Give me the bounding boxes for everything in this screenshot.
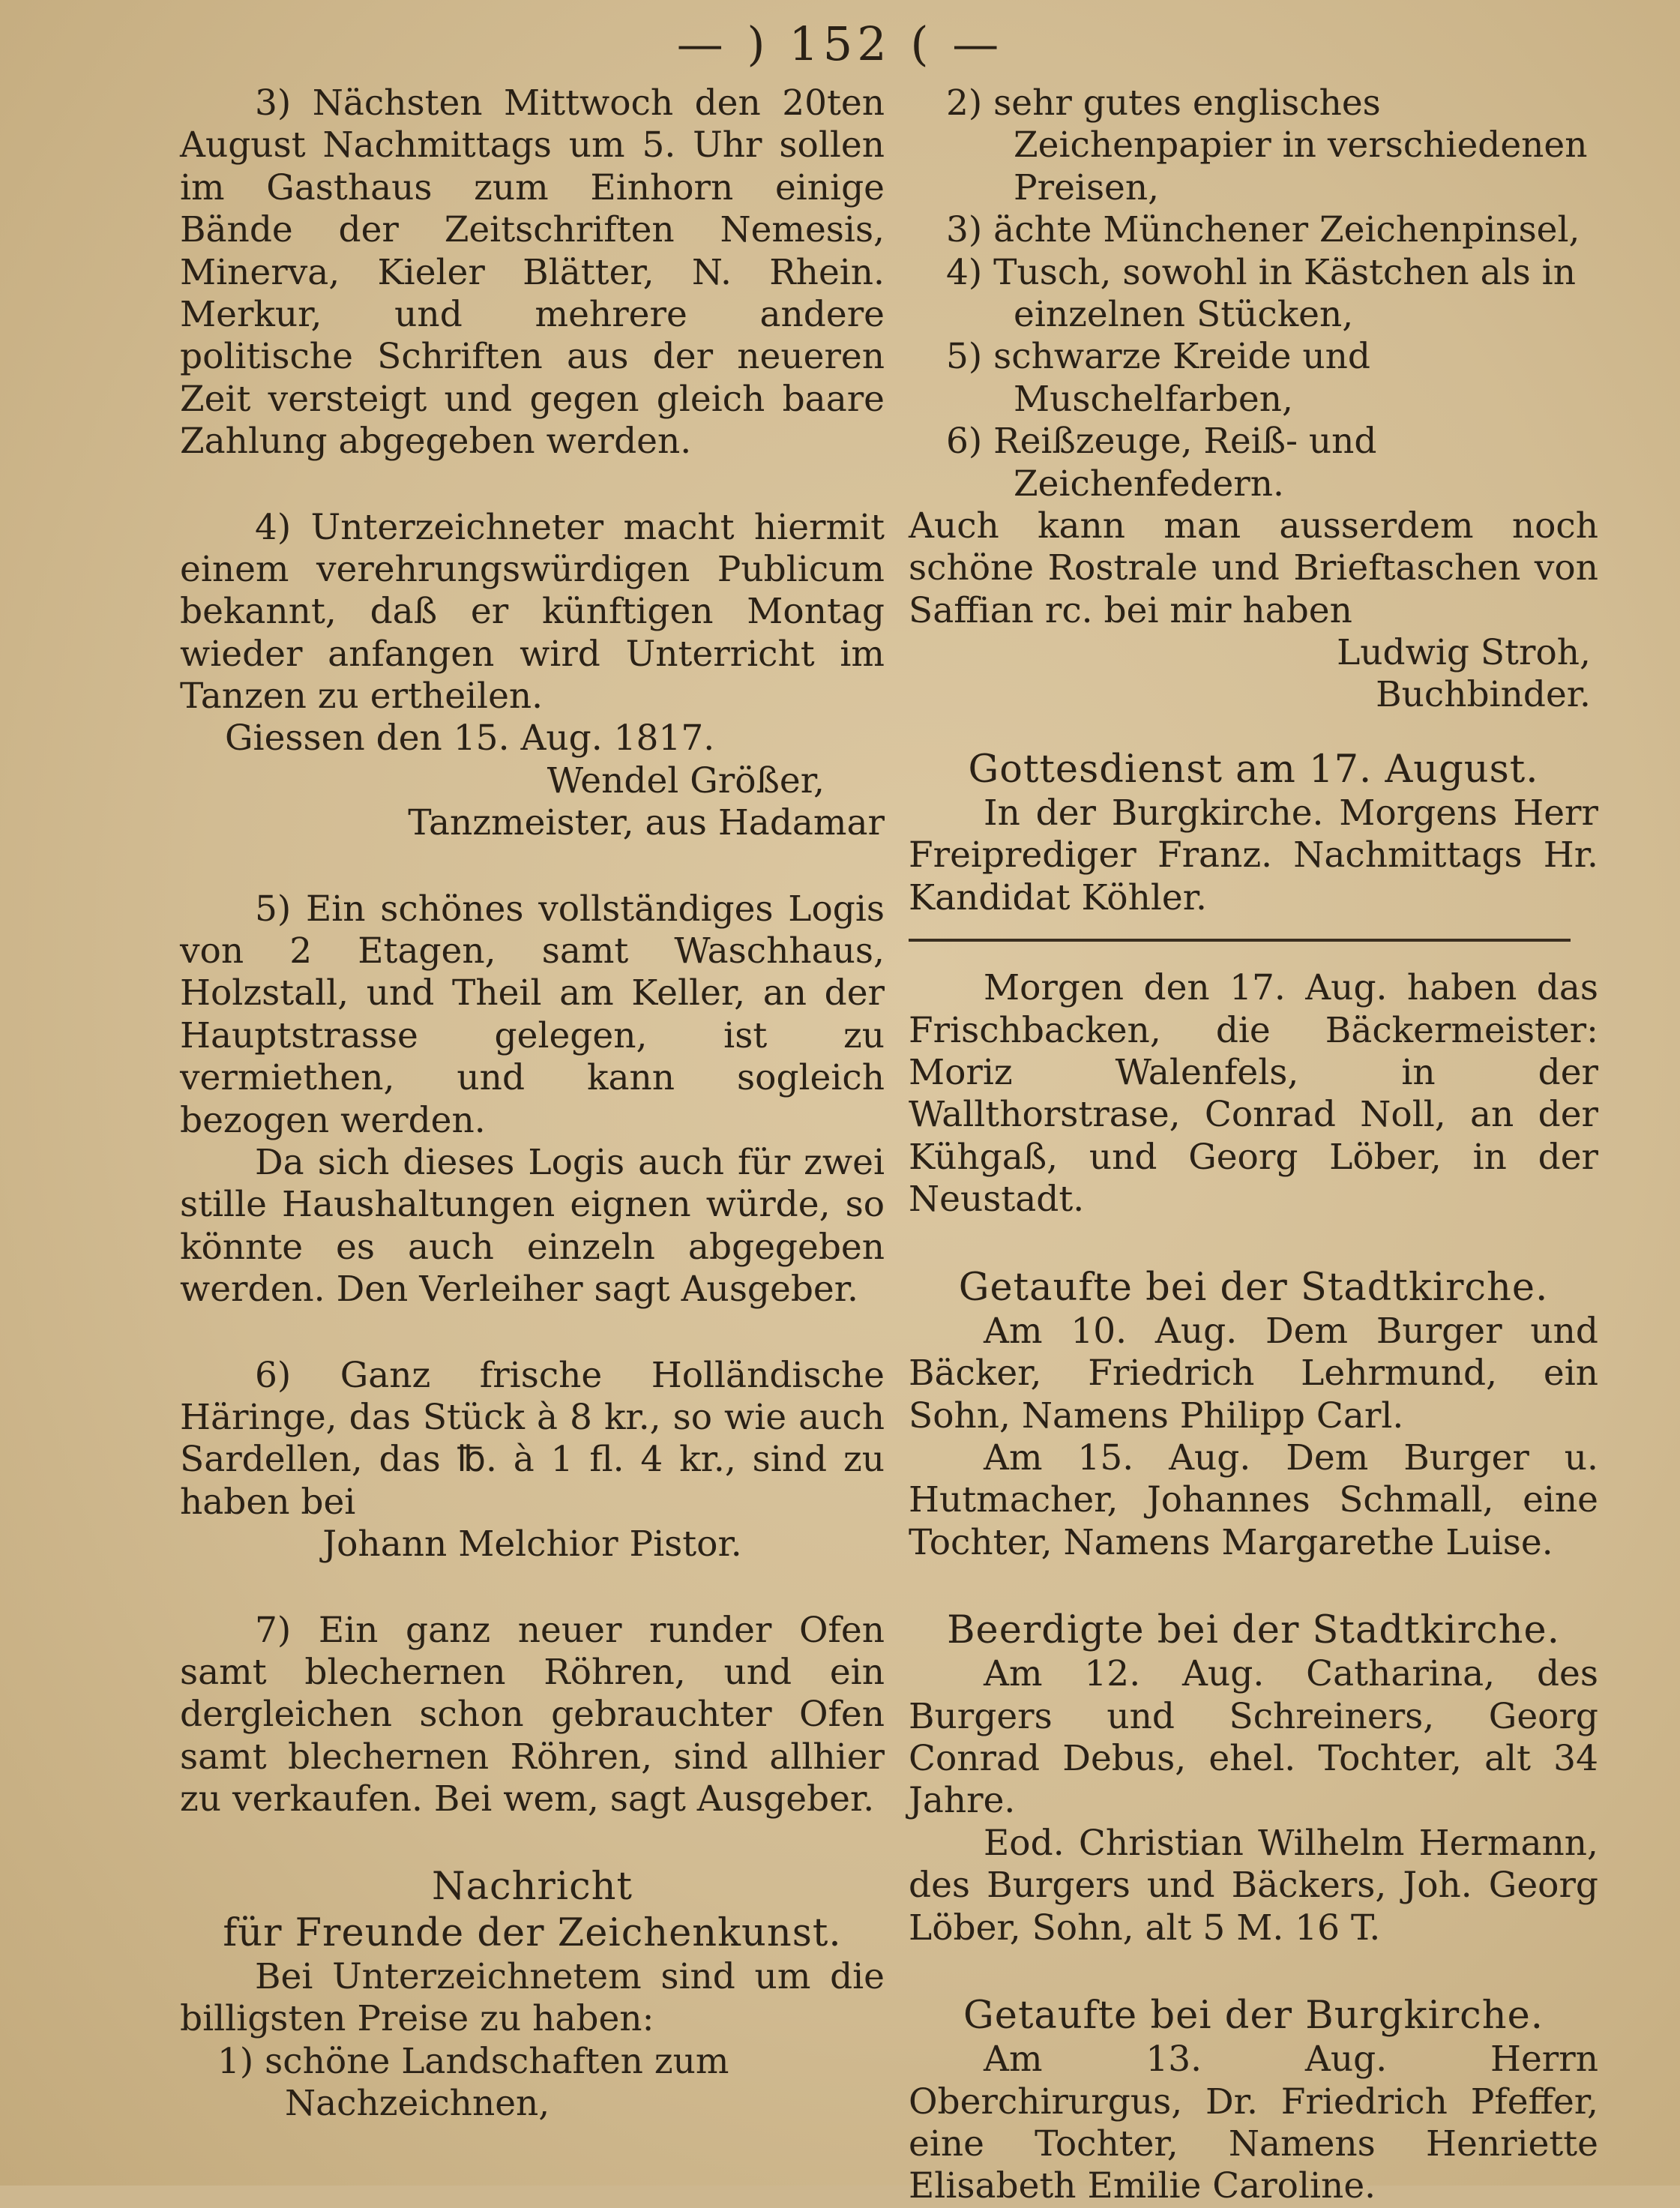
baptisms-city-title: Getaufte bei der Stadtkirche.: [958, 1265, 1549, 1310]
notice-3: [180, 82, 885, 463]
supply-item: 6) Reißzeuge, Reiß- und Zeichenfedern.: [946, 421, 1377, 505]
notice-4: [180, 507, 885, 845]
service-notice: [909, 747, 1598, 919]
notice-6-text: 6) Ganz frische Holländische Häringe, das Stück à 8 kr., so wie auch Sardellen, das ℔. à 1 fl. 4 kr., sind zu haben bei: [180, 1354, 885, 1523]
notice-4-signature: Wendel Größer,: [547, 759, 825, 801]
burials-city-church: [909, 1607, 1598, 1949]
burial-entry: Am 12. Aug. Catharina, des Burgers und Schreiners, Georg Conrad Debus, ehel. Tochter, alt 34 Jahre.: [909, 1653, 1598, 1822]
page-number: — ) 152 ( —: [676, 16, 1004, 71]
baptisms-city-church: [909, 1265, 1598, 1565]
burials-title: Beerdigte bei der Stadtkirche.: [947, 1608, 1560, 1653]
baptism-entry: Am 15. Aug. Dem Burger u. Hutmacher, Johannes Schmall, eine Tochter, Namens Margarethe Luise.: [909, 1437, 1598, 1563]
supply-item: 2) sehr gutes englisches Zeichenpapier in verschiedenen Preisen,: [946, 82, 1588, 208]
bakers-notice: [909, 967, 1598, 1221]
supply-item: 3) ächte Münchener Zeichenpinsel,: [946, 209, 1580, 251]
baptism-entry: Am 13. Aug. Herrn Oberchirurgus, Dr. Friedrich Pfeffer, eine Tochter, Namens Henriette Elisabeth Emilie Caroline.: [909, 2039, 1598, 2207]
notice-6-signature: Johann Melchior Pistor.: [322, 1523, 742, 1565]
supply-item: 5) schwarze Kreide und Muschelfarben,: [946, 336, 1371, 420]
notice-3-text: 3) Nächsten Mittwoch den 20ten August Nachmittags um 5. Uhr sollen im Gasthaus zum Einhorn einige Bände der Zeitschriften Nemesis, Minerva, Kieler Blätter, N. Rhein. Merkur, und mehrere andere politische Schriften aus der neueren Zeit versteigt und gegen gleich baare Zahlung abgegeben werden.: [180, 82, 885, 463]
baptism-entry: Am 10. Aug. Dem Burger und Bäcker, Friedrich Lehrmund, ein Sohn, Namens Philipp Carl.: [909, 1310, 1598, 1437]
notice-drawing-intro: Bei Unterzeichnetem sind um die billigsten Preise zu haben:: [180, 1955, 885, 2040]
notice-5-text-2: Da sich dieses Logis auch für zwei stille Haushaltungen eignen würde, so könnte es auch einzeln abgegeben werden. Den Verleiher sagt Ausgeber.: [180, 1141, 885, 1311]
baptisms-castle-church: [909, 1993, 1598, 2208]
notice-drawing: [180, 1864, 885, 2125]
notice-drawing-item-1: 1) schöne Landschaften zum Nachzeichnen,: [217, 2040, 729, 2124]
right-column: [909, 82, 1598, 2208]
baptisms-castle-title: Getaufte bei der Burgkirche.: [963, 1994, 1544, 2039]
bakers-text: Morgen den 17. Aug. haben das Frischbacken, die Bäckermeister: Moriz Walenfels, in der Wallthorstrase, Conrad Noll, an der Kühgaß, und Georg Löber, in der Neustadt.: [909, 967, 1598, 1221]
notice-5-text: 5) Ein schönes vollständiges Logis von 2 Etagen, samt Waschhaus, Holzstall, und Theil am Keller, an der Hauptstrasse gelegen, ist zu vermiethen, und kann sogleich bezogen werden.: [180, 888, 885, 1141]
supply-signature: Ludwig Stroh,: [1337, 632, 1591, 674]
service-title: Gottesdienst am 17. August.: [968, 747, 1539, 792]
notice-4-signature-title: Tanzmeister, aus Hadamar: [408, 802, 885, 844]
left-column: [180, 82, 885, 2125]
service-text: In der Burgkirche. Morgens Herr Freiprediger Franz. Nachmittags Hr. Kandidat Köhler.: [909, 792, 1598, 918]
notice-drawing-subtitle: für Freunde der Zeichenkunst.: [223, 1910, 842, 1955]
section-divider: [909, 939, 1571, 942]
drawing-supplies: [909, 82, 1598, 717]
notice-drawing-title: Nachricht: [431, 1865, 633, 1910]
supply-signature-title: Buchbinder.: [1376, 674, 1591, 716]
notice-4-text: 4) Unterzeichneter macht hiermit einem verehrungswürdigen Publicum bekannt, daß er künftigen Montag wieder anfangen wird Unterricht im Tanzen zu ertheilen.: [180, 506, 885, 718]
notice-5: [180, 888, 885, 1311]
supply-item: 4) Tusch, sowohl in Kästchen als in einzelnen Stücken,: [946, 251, 1576, 335]
notice-6: [180, 1355, 885, 1566]
supply-extra: Auch kann man ausserdem noch schöne Rostrale und Brieftaschen von Saffian rc. bei mir haben: [909, 505, 1598, 631]
burial-entry: Eod. Christian Wilhelm Hermann, des Burgers und Bäckers, Joh. Georg Löber, Sohn, alt 5 M. 16 T.: [909, 1822, 1598, 1949]
notice-7-text: 7) Ein ganz neuer runder Ofen samt blechernen Röhren, und ein dergleichen schon gebrauchter Ofen samt blechernen Röhren, sind allhier zu verkaufen. Bei wem, sagt Ausgeber.: [180, 1609, 885, 1820]
notice-4-date: Giessen den 15. Aug. 1817.: [225, 718, 715, 759]
notice-7: [180, 1610, 885, 1821]
